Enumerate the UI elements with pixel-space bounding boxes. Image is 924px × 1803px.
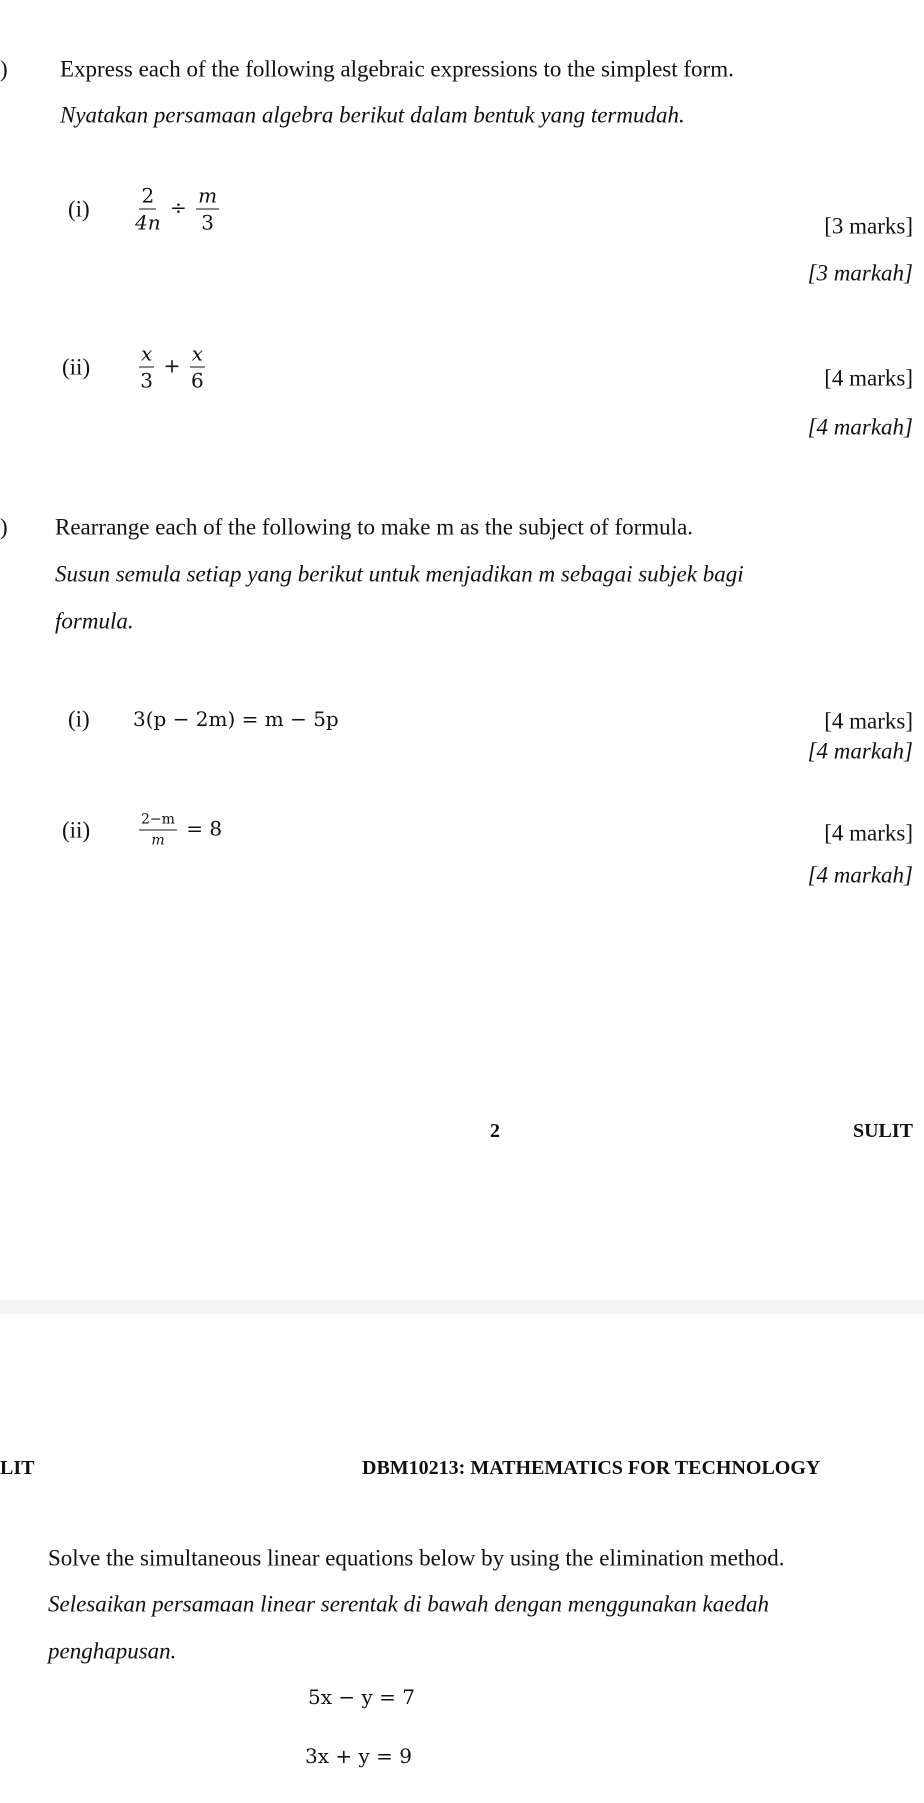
item-label: (ii) [62, 354, 91, 380]
numerator: m [198, 183, 218, 208]
marks-malay: [3 markah] [807, 260, 913, 286]
denominator: 3 [140, 368, 153, 393]
denominator: 3 [201, 210, 214, 235]
page-number: 2 [490, 1120, 500, 1142]
expression-ii [136, 341, 208, 393]
equation-2: 3x + y = 9 [305, 1744, 412, 1768]
question-marker: ) [0, 514, 8, 540]
numerator: x [141, 341, 153, 366]
item-label: (i) [68, 196, 90, 222]
right-hand-side: = 8 [186, 816, 223, 841]
marks-english: [4 marks] [824, 820, 913, 846]
denominator: 4n [135, 210, 161, 235]
page-separator [0, 1300, 924, 1314]
numerator: 2−m [139, 813, 177, 831]
header-classification: LIT [0, 1457, 35, 1479]
numerator: x [191, 341, 204, 366]
denominator: 6 [191, 368, 204, 393]
item-label: (i) [68, 706, 90, 732]
instruction-malay: Susun semula setiap yang berikut untuk menjadikan m sebagai subjek bagi [55, 561, 744, 587]
marks-english: [3 marks] [824, 213, 913, 239]
instruction-malay: Nyatakan persamaan algebra berikut dalam bentuk yang termudah. [60, 102, 685, 128]
instruction-english: Solve the simultaneous linear equations below by using the elimination method. [48, 1545, 785, 1571]
instruction-malay: Selesaikan persamaan linear serentak di bawah dengan menggunakan kaedah [48, 1591, 769, 1617]
marks-malay: [4 markah] [807, 414, 913, 440]
marks-english: [4 marks] [824, 708, 913, 734]
numerator: 2 [141, 183, 155, 208]
equation-i: 3(p − 2m) = m − 5p [133, 707, 339, 731]
instruction-english: Express each of the following algebraic expressions to the simplest form. [60, 56, 734, 82]
equation-ii [136, 813, 222, 848]
instruction-malay-cont: penghapusan. [48, 1638, 177, 1664]
equation-1: 5x − y = 7 [308, 1685, 415, 1709]
question-marker: ) [0, 56, 8, 82]
operator: ÷ [169, 195, 187, 220]
expression-i [132, 183, 222, 235]
denominator: m [151, 832, 165, 849]
marks-malay: [4 markah] [807, 862, 913, 888]
instruction-english: Rearrange each of the following to make m as the subject of formula. [55, 514, 694, 540]
operator: + [163, 353, 181, 378]
course-header: DBM10213: MATHEMATICS FOR TECHNOLOGY [362, 1457, 821, 1479]
marks-malay: [4 markah] [807, 738, 913, 764]
instruction-malay-cont: formula. [55, 608, 134, 634]
classification-label: SULIT [852, 1120, 913, 1142]
item-label: (ii) [62, 817, 91, 843]
marks-english: [4 marks] [824, 365, 913, 391]
